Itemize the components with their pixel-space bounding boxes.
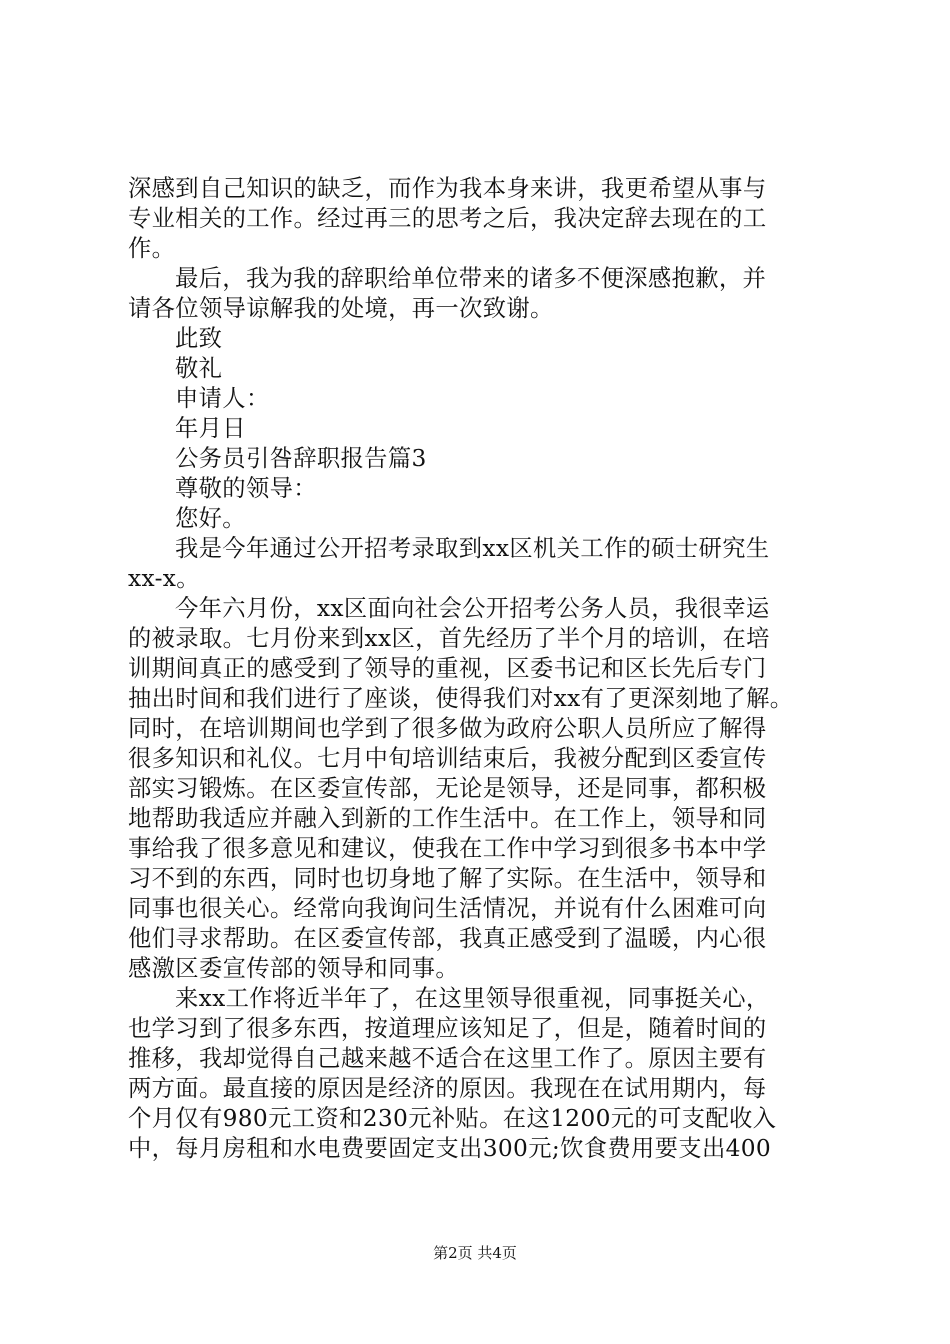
text-line: 事给我了很多意见和建议，使我在工作中学习到很多书本中学: [128, 835, 767, 862]
text-line: 中，每月房租和水电费要固定支出300元;饮食费用要支出400: [128, 1135, 772, 1162]
text-line: 习不到的东西，同时也切身地了解了实际。在生活中，领导和: [128, 865, 767, 892]
text-line: 同时，在培训期间也学到了很多做为政府公职人员所应了解得: [128, 715, 767, 742]
text-line: 公务员引咎辞职报告篇3: [175, 445, 427, 472]
text-line: 推移，我却觉得自己越来越不适合在这里工作了。原因主要有: [128, 1045, 767, 1072]
text-line: 个月仅有980元工资和230元补贴。在这1200元的可支配收入: [128, 1105, 777, 1132]
text-line: 感激区委宣传部的领导和同事。: [128, 955, 460, 982]
text-line: 同事也很关心。经常向我询问生活情况，并说有什么困难可向: [128, 895, 767, 922]
text-line: 请各位领导谅解我的处境，再一次致谢。: [128, 295, 554, 322]
text-line: 两方面。最直接的原因是经济的原因。我现在在试用期内，每: [128, 1075, 767, 1102]
text-line: 最后，我为我的辞职给单位带来的诸多不便深感抱歉，并: [175, 265, 767, 292]
text-line: 很多知识和礼仪。七月中旬培训结束后，我被分配到区委宣传: [128, 745, 767, 772]
text-line: 申请人：: [175, 385, 270, 412]
text-line: 来xx工作将近半年了，在这里领导很重视，同事挺关心，: [175, 985, 770, 1012]
text-line: 作。: [128, 235, 176, 262]
page-footer: 第2页 共4页: [433, 1244, 517, 1262]
text-line: 深感到自己知识的缺乏，而作为我本身来讲，我更希望从事与: [128, 175, 767, 202]
text-line: 敬礼: [175, 355, 223, 382]
text-line: 部实习锻炼。在区委宣传部，无论是领导，还是同事，都积极: [128, 775, 767, 802]
document-body: [128, 174, 828, 1164]
text-line: 的被录取。七月份来到xx区，首先经历了半个月的培训，在培: [128, 625, 770, 652]
text-line: 他们寻求帮助。在区委宣传部，我真正感受到了温暖，内心很: [128, 925, 767, 952]
text-line: 今年六月份，xx区面向社会公开招考公务人员，我很幸运: [175, 595, 770, 622]
text-line: 也学习到了很多东西，按道理应该知足了，但是，随着时间的: [128, 1015, 767, 1042]
text-line: xx-x。: [128, 565, 200, 592]
text-line: 地帮助我适应并融入到新的工作生活中。在工作上，领导和同: [128, 805, 767, 832]
text-line: 此致: [175, 325, 223, 352]
text-line: 训期间真正的感受到了领导的重视，区委书记和区长先后专门: [128, 655, 767, 682]
text-line: 您好。: [175, 505, 246, 532]
text-line: 抽出时间和我们进行了座谈，使得我们对xx有了更深刻地了解。: [128, 685, 794, 712]
text-line: 我是今年通过公开招考录取到xx区机关工作的硕士研究生: [175, 535, 770, 562]
text-line: 年月日: [175, 415, 246, 442]
text-line: 专业相关的工作。经过再三的思考之后，我决定辞去现在的工: [128, 205, 767, 232]
text-line: 尊敬的领导：: [175, 475, 317, 502]
